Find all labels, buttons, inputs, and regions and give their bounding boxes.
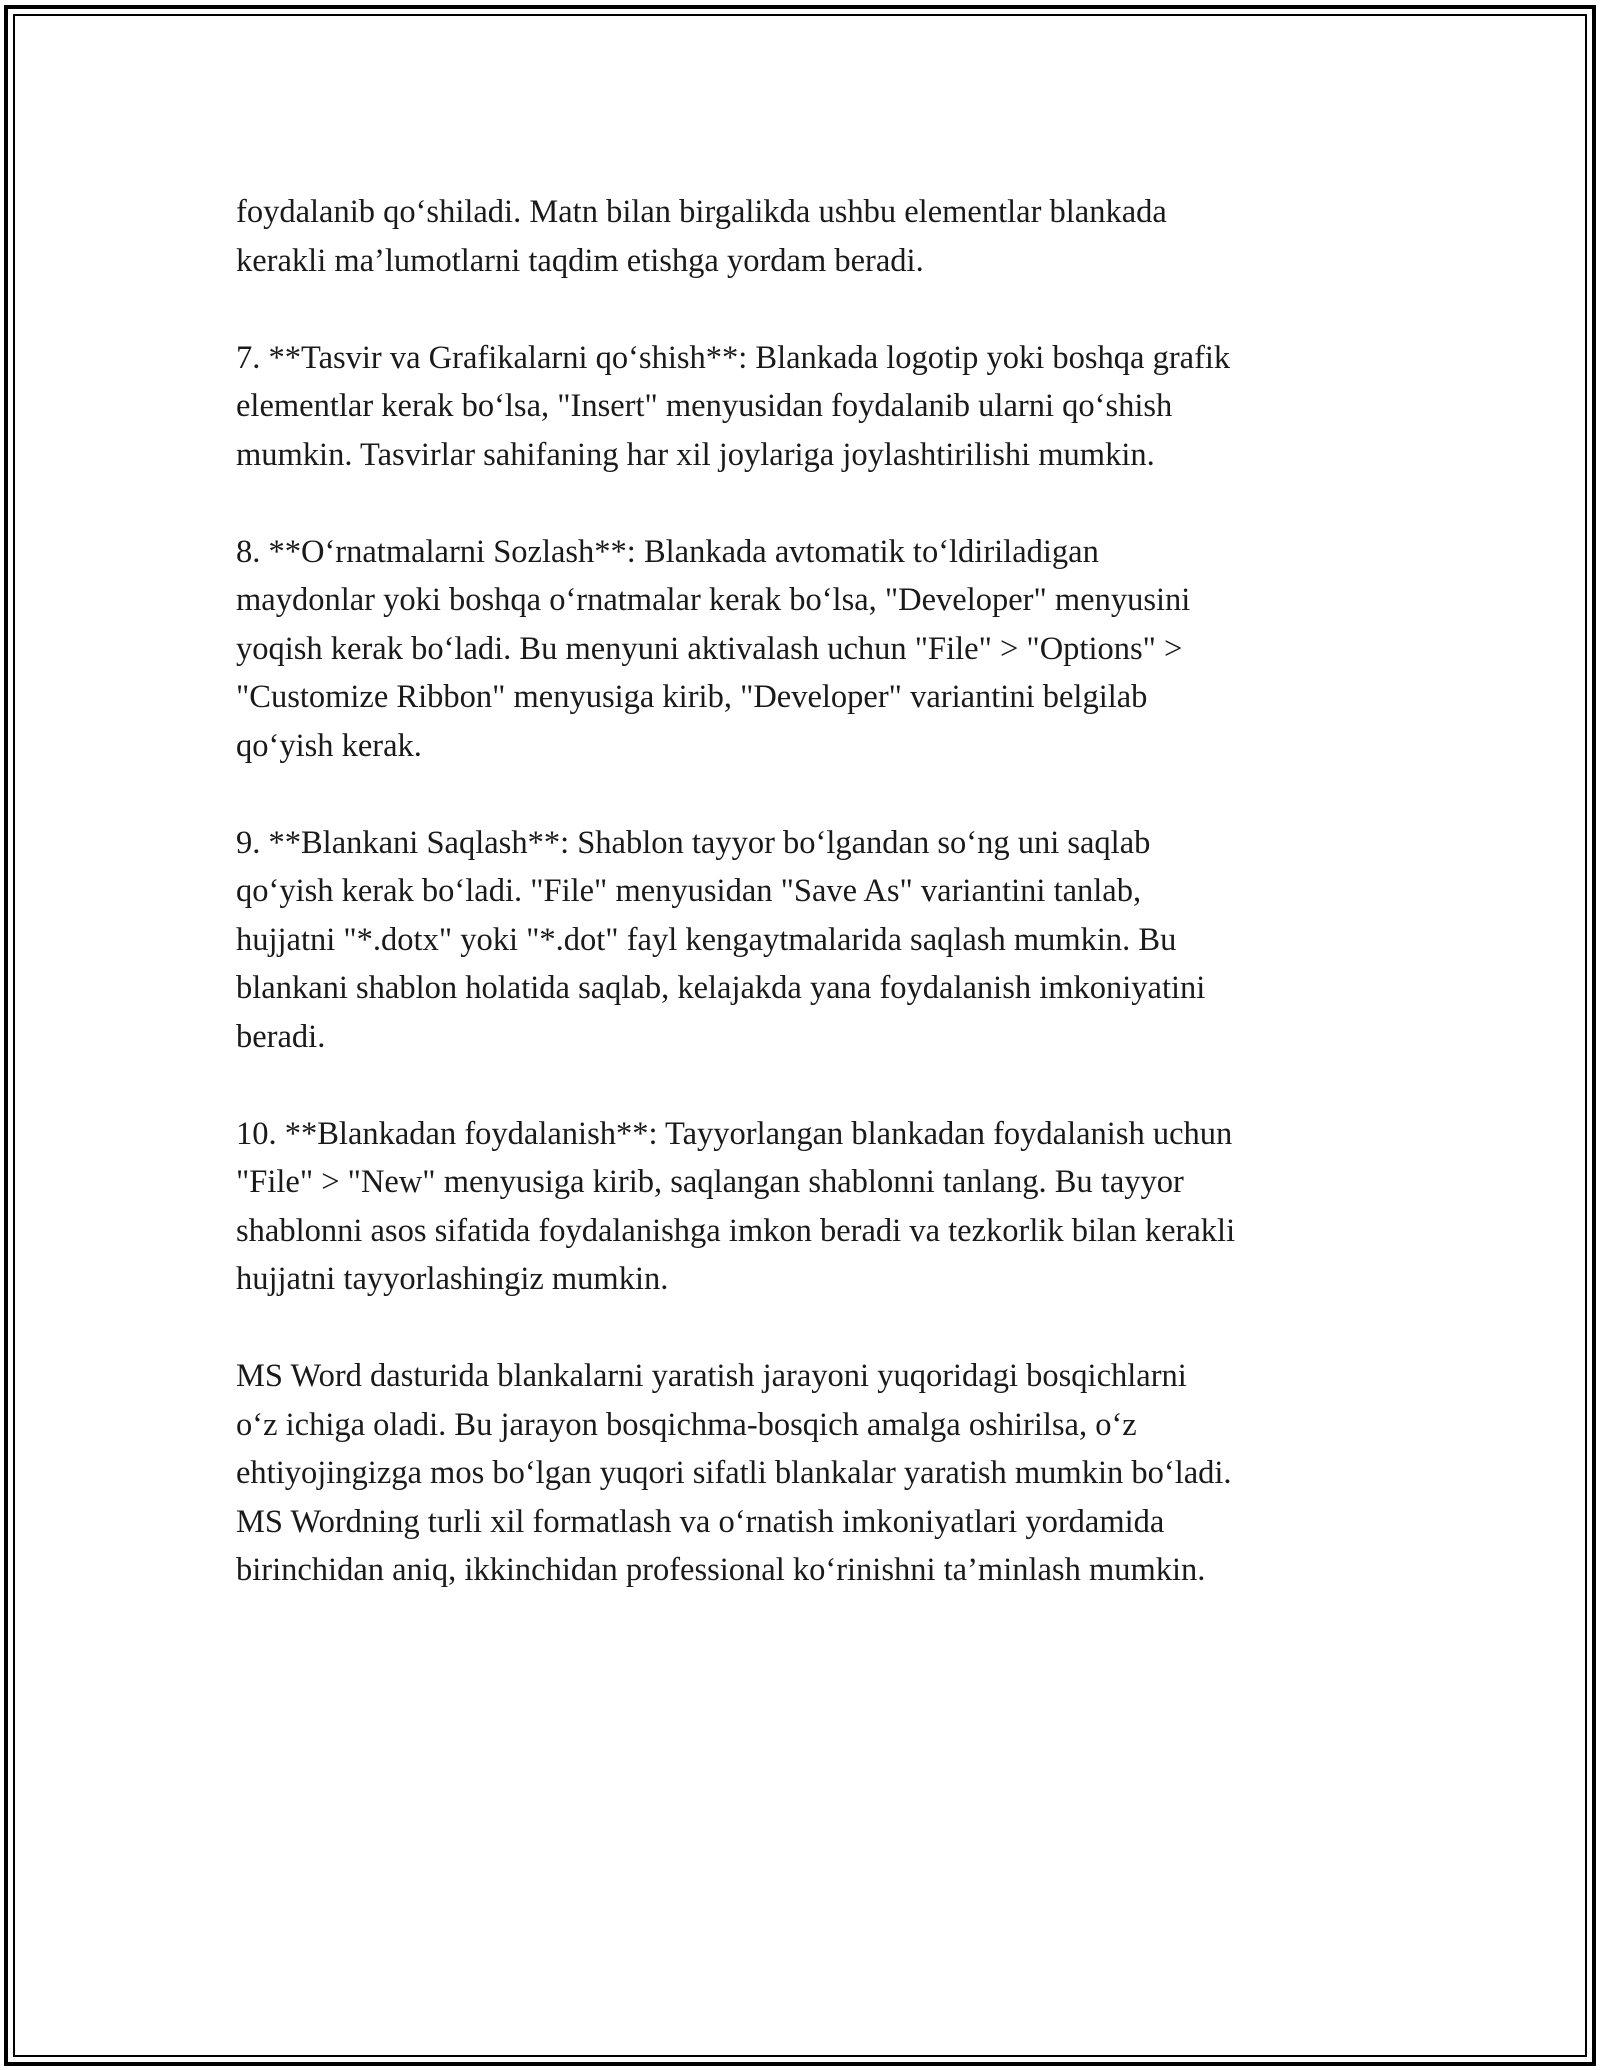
- text-line: qo‘yish kerak bo‘ladi. "File" menyusidan "Save As" variantini tanlab,: [236, 873, 1142, 909]
- paragraph-conclusion: [236, 1352, 1386, 1595]
- document-body: [236, 188, 1386, 1643]
- text-line: MS Wordning turli xil formatlash va o‘rnatish imkoniyatlari yordamida: [236, 1503, 1165, 1540]
- paragraph-step-10: [236, 1110, 1386, 1304]
- text-line: "File" > "New" menyusiga kirib, saqlangan shablonni tanlang. Bu tayyor: [236, 1164, 1184, 1200]
- text-line: blankani shablon holatida saqlab, kelajakda yana foydalanish imkoniyatini: [236, 970, 1206, 1006]
- text-line: MS Word dasturida blankalarni yaratish jarayoni yuqoridagi bosqichlarni: [236, 1358, 1187, 1394]
- text-line: yoqish kerak bo‘ladi. Bu menyuni aktivalash uchun "File" > "Options" >: [236, 630, 1183, 667]
- text-line: mumkin. Tasvirlar sahifaning har xil joylariga joylashtirilishi mumkin.: [236, 436, 1155, 473]
- text-line: 9. **Blankani Saqlash**: Shablon tayyor bo‘lgandan so‘ng uni saqlab: [236, 824, 1151, 861]
- text-line: ehtiyojingizga mos bo‘lgan yuqori sifatli blankalar yaratish mumkin bo‘ladi.: [236, 1455, 1232, 1491]
- text-line: "Customize Ribbon" menyusiga kirib, "Developer" variantini belgilab: [236, 679, 1148, 715]
- paragraph-step-7: [236, 334, 1386, 480]
- text-line: beradi.: [236, 1018, 326, 1055]
- text-line: foydalanib qo‘shiladi. Matn bilan birgalikda ushbu elementlar blankada: [236, 194, 1167, 230]
- text-line: 8. **O‘rnatmalarni Sozlash**: Blankada avtomatik to‘ldiriladigan: [236, 533, 1099, 570]
- text-line: qo‘yish kerak.: [236, 727, 422, 764]
- text-line: elementlar kerak bo‘lsa, "Insert" menyusidan foydalanib ularni qo‘shish: [236, 388, 1173, 424]
- text-line: hujjatni "*.dotx" yoki "*.dot" fayl kengaytmalarida saqlash mumkin. Bu: [236, 921, 1177, 958]
- text-line: o‘z ichiga oladi. Bu jarayon bosqichma-bosqich amalga oshirilsa, o‘z: [236, 1406, 1137, 1443]
- text-line: maydonlar yoki boshqa o‘rnatmalar kerak bo‘lsa, "Developer" menyusini: [236, 582, 1191, 618]
- text-line: 7. **Tasvir va Grafikalarni qo‘shish**: Blankada logotip yoki boshqa grafik: [236, 339, 1231, 376]
- text-line: birinchidan aniq, ikkinchidan professional ko‘rinishni ta’minlash mumkin.: [236, 1552, 1206, 1588]
- text-line: kerakli ma’lumotlarni taqdim etishga yordam beradi.: [236, 242, 924, 279]
- paragraph-step-8: [236, 528, 1386, 771]
- paragraph-step-9: [236, 819, 1386, 1062]
- text-line: shablonni asos sifatida foydalanishga imkon beradi va tezkorlik bilan kerakli: [236, 1212, 1236, 1249]
- paragraph-continuation: [236, 188, 1386, 285]
- text-line: hujjatni tayyorlashingiz mumkin.: [236, 1261, 669, 1297]
- text-line: 10. **Blankadan foydalanish**: Tayyorlangan blankadan foydalanish uchun: [236, 1115, 1233, 1152]
